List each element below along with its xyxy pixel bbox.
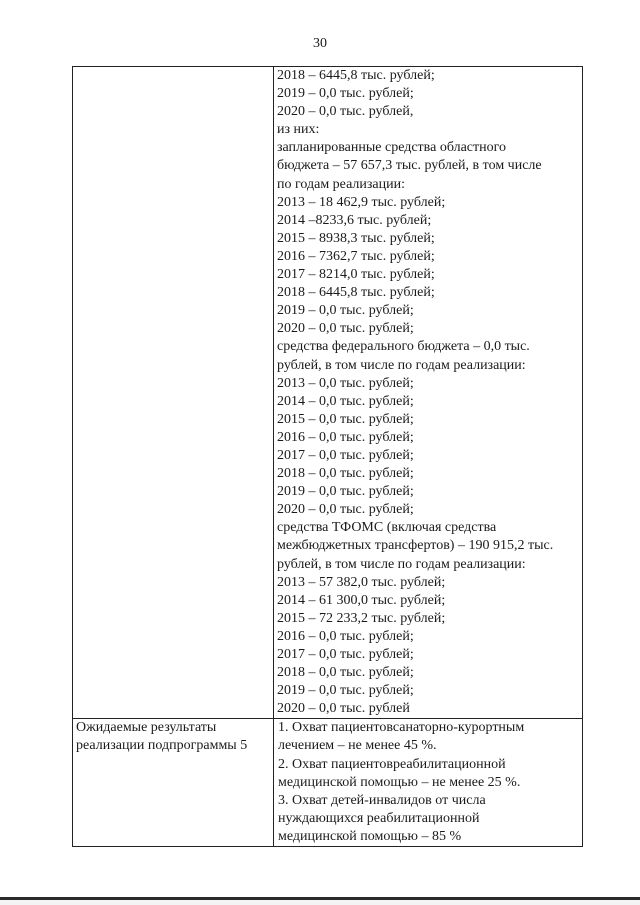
result-line: 2. Охват пациентовреабилитационной xyxy=(278,756,506,772)
funding-line: 2018 – 0,0 тыс. рублей; xyxy=(277,466,414,482)
funding-line: средства федерального бюджета – 0,0 тыс. xyxy=(277,339,530,355)
scan-edge-margin xyxy=(0,900,640,905)
funding-line: запланированные средства областного xyxy=(277,140,507,156)
funding-line: 2013 – 18 462,9 тыс. рублей; xyxy=(277,194,446,210)
funding-label-cell xyxy=(73,67,274,719)
funding-line: 2018 – 6445,8 тыс. рублей; xyxy=(277,68,435,83)
funding-line: 2013 – 57 382,0 тыс. рублей; xyxy=(277,574,446,590)
funding-row xyxy=(73,67,583,719)
expected-results-label: реализации подпрограммы 5 xyxy=(76,738,248,754)
page-number: 30 xyxy=(313,36,327,51)
funding-line: 2018 – 0,0 тыс. рублей; xyxy=(277,665,414,681)
funding-line: 2019 – 0,0 тыс. рублей; xyxy=(277,484,414,500)
result-line: медицинской помощью – 85 % xyxy=(278,828,462,844)
funding-line: 2018 – 6445,8 тыс. рублей; xyxy=(277,285,435,301)
funding-line: средства ТФОМС (включая средства xyxy=(277,520,497,536)
result-line: лечением – не менее 45 %. xyxy=(278,738,437,754)
funding-line: рублей, в том числе по годам реализации: xyxy=(277,556,526,572)
funding-line: 2014 – 0,0 тыс. рублей; xyxy=(277,393,414,409)
funding-line: 2014 –8233,6 тыс. рублей; xyxy=(277,212,432,228)
funding-line: рублей, в том числе по годам реализации: xyxy=(277,357,526,373)
funding-line: 2019 – 0,0 тыс. рублей; xyxy=(277,683,414,699)
funding-line: 2017 – 8214,0 тыс. рублей; xyxy=(277,267,435,283)
funding-line: 2020 – 0,0 тыс. рублей; xyxy=(277,321,414,337)
funding-line: 2015 – 8938,3 тыс. рублей; xyxy=(277,230,435,246)
funding-line: 2020 – 0,0 тыс. рублей; xyxy=(277,502,414,518)
funding-line: 2020 – 0,0 тыс. рублей xyxy=(277,701,410,717)
result-line: медицинской помощью – не менее 25 %. xyxy=(278,774,521,790)
expected-results-row xyxy=(73,719,583,847)
funding-line: 2020 – 0,0 тыс. рублей, xyxy=(277,104,414,120)
funding-line: 2016 – 0,0 тыс. рублей; xyxy=(277,429,414,445)
result-line: 3. Охват детей-инвалидов от числа xyxy=(278,792,486,808)
funding-line: 2016 – 0,0 тыс. рублей; xyxy=(277,628,414,644)
funding-line: 2019 – 0,0 тыс. рублей; xyxy=(277,86,414,102)
result-line: 1. Охват пациентовсанаторно-курортным xyxy=(278,720,525,736)
funding-line: 2014 – 61 300,0 тыс. рублей; xyxy=(277,592,446,608)
expected-results-label: Ожидаемые результаты xyxy=(76,720,217,736)
result-line: нуждающихся реабилитационной xyxy=(278,810,480,826)
funding-value-cell xyxy=(274,67,583,719)
subprogram-passport-table xyxy=(72,66,583,847)
expected-results-value-cell xyxy=(274,719,583,847)
funding-line: из них: xyxy=(277,122,320,138)
funding-line: 2017 – 0,0 тыс. рублей; xyxy=(277,647,414,662)
funding-line: 2015 – 0,0 тыс. рублей; xyxy=(277,411,414,427)
funding-line: 2016 – 7362,7 тыс. рублей; xyxy=(277,248,435,264)
funding-line: 2013 – 0,0 тыс. рублей; xyxy=(277,375,414,391)
funding-line: 2015 – 72 233,2 тыс. рублей; xyxy=(277,610,446,626)
funding-line: межбюджетных трансфертов) – 190 915,2 тыс. xyxy=(277,538,554,554)
funding-line: 2017 – 0,0 тыс. рублей; xyxy=(277,447,414,463)
funding-line: 2019 – 0,0 тыс. рублей; xyxy=(277,303,414,319)
funding-line: бюджета – 57 657,3 тыс. рублей, в том числе xyxy=(277,158,542,174)
funding-line: по годам реализации: xyxy=(277,176,405,192)
expected-results-label-cell xyxy=(73,719,274,847)
